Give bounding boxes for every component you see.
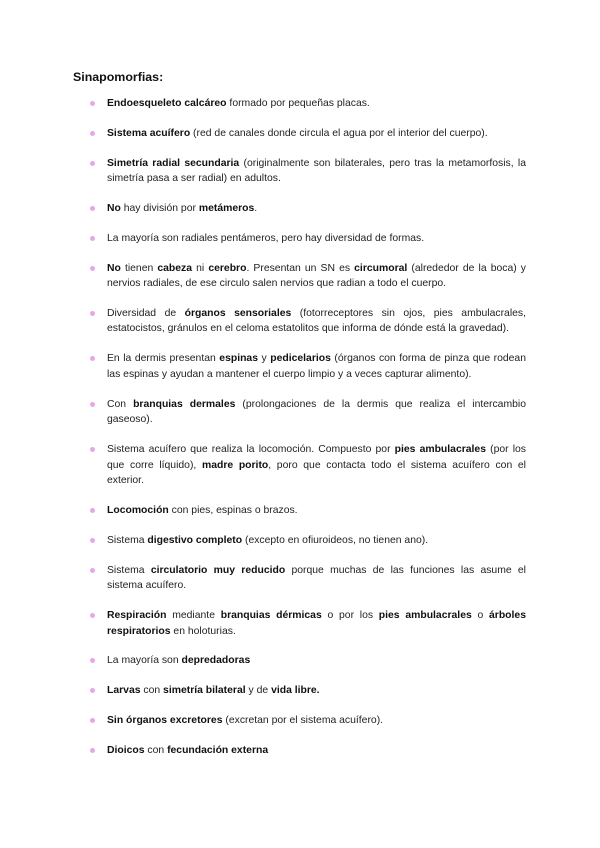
item-text: y bbox=[258, 353, 271, 365]
bold-term: Simetría radial secundaria bbox=[107, 157, 240, 169]
bold-term: Sin órganos excretores bbox=[107, 714, 223, 726]
bold-term: madre porito bbox=[201, 459, 269, 471]
bullet-icon bbox=[90, 161, 95, 166]
bullet-icon bbox=[90, 718, 95, 723]
item-text: Sistema bbox=[107, 534, 148, 546]
list-item bbox=[73, 231, 526, 247]
list-item bbox=[73, 397, 526, 428]
item-text: porque muchas de las funciones las asume el sistema acuífero. bbox=[107, 564, 526, 592]
list-item bbox=[73, 261, 526, 292]
item-text: ni bbox=[192, 262, 209, 274]
bold-term: Locomoción bbox=[107, 504, 169, 516]
item-text: y de bbox=[245, 685, 272, 697]
bold-term: digestivo completo bbox=[147, 534, 243, 546]
bold-term: árboles respiratorios bbox=[107, 609, 526, 637]
bullet-icon bbox=[90, 447, 95, 452]
list-item bbox=[73, 563, 526, 594]
item-text: mediante bbox=[166, 609, 221, 621]
item-text: con bbox=[144, 744, 168, 756]
item-text: (excretan por el sistema acuífero). bbox=[222, 714, 384, 726]
bold-term: Dioicos bbox=[107, 744, 145, 756]
list-item bbox=[73, 351, 526, 382]
bullet-icon bbox=[90, 311, 95, 316]
bold-term: simetría bilateral bbox=[163, 685, 246, 697]
bullet-icon bbox=[90, 568, 95, 573]
item-text: o por los bbox=[321, 609, 379, 621]
item-text: (fotorreceptores sin ojos, pies ambulacrales, estatocistos, gránulos en el celoma estatolitos que informa de dónde está la gravedad). bbox=[107, 307, 526, 335]
item-text: , poro que contacta todo el sistema acuífero con el exterior. bbox=[107, 459, 526, 487]
list-item bbox=[73, 653, 526, 669]
list-item bbox=[73, 96, 526, 112]
bullet-icon bbox=[90, 508, 95, 513]
item-text: (por los que corre líquido), bbox=[107, 444, 526, 471]
item-text: Diversidad de bbox=[107, 307, 185, 319]
bullet-icon bbox=[90, 688, 95, 693]
list-item bbox=[73, 201, 526, 217]
item-text: (excepto en ofiuroideos, no tienen ano). bbox=[242, 534, 429, 546]
list-item bbox=[73, 442, 526, 489]
bullet-icon bbox=[90, 356, 95, 361]
bullet-icon bbox=[90, 658, 95, 663]
item-text: Sistema acuífero que realiza la locomoción. Compuesto por bbox=[107, 444, 395, 455]
item-text: o bbox=[471, 609, 490, 621]
item-text: La mayoría son bbox=[107, 655, 182, 667]
item-text: en holoturias. bbox=[170, 625, 236, 637]
bullet-icon bbox=[90, 206, 95, 211]
bold-term: cerebro bbox=[208, 262, 247, 274]
bold-term: fecundación externa bbox=[167, 744, 269, 756]
bold-term: vida libre. bbox=[271, 685, 320, 697]
list-item bbox=[73, 683, 526, 699]
bullet-icon bbox=[90, 402, 95, 407]
item-text: En la dermis presentan bbox=[107, 353, 220, 365]
list-item bbox=[73, 306, 526, 337]
bold-term: pies ambulacrales bbox=[394, 444, 486, 455]
bold-term: pedicelarios bbox=[270, 353, 331, 365]
item-text: Sistema bbox=[107, 564, 151, 576]
bullet-icon bbox=[90, 748, 95, 753]
synapomorphy-list bbox=[73, 96, 526, 758]
bullet-icon bbox=[90, 131, 95, 136]
item-text: formado por pequeñas placas. bbox=[226, 98, 370, 109]
list-item bbox=[73, 503, 526, 519]
bullet-icon bbox=[90, 613, 95, 618]
item-text: tienen bbox=[120, 262, 158, 274]
item-text: con bbox=[140, 685, 164, 697]
list-item bbox=[73, 608, 526, 639]
bullet-icon bbox=[90, 101, 95, 106]
bold-term: espinas bbox=[219, 353, 258, 365]
item-text: (red de canales donde circula el agua por el interior del cuerpo). bbox=[190, 127, 488, 139]
item-text: hay división por bbox=[120, 202, 199, 214]
bold-term: Larvas bbox=[107, 685, 141, 697]
item-text: (alrededor de la boca) y nervios radiales, de ese circulo salen nervios que radian a todo el cuerpo. bbox=[107, 262, 526, 290]
bold-term: branquias dermales bbox=[133, 398, 236, 410]
list-item bbox=[73, 533, 526, 549]
item-text: La mayoría son radiales pentámeros, pero hay diversidad de formas. bbox=[107, 232, 425, 244]
bold-term: circumoral bbox=[354, 262, 408, 274]
bullet-icon bbox=[90, 266, 95, 271]
list-item bbox=[73, 126, 526, 142]
list-item bbox=[73, 713, 526, 729]
item-text: (órganos con forma de pinza que rodean las espinas y ayudan a mantener el cuerpo limpio y a veces capturar alimento). bbox=[107, 353, 526, 380]
list-item bbox=[73, 156, 526, 187]
bold-term: órganos sensoriales bbox=[184, 307, 292, 319]
bold-term: metámeros bbox=[198, 202, 255, 214]
item-text: . bbox=[254, 202, 258, 214]
bullet-icon bbox=[90, 538, 95, 543]
item-text: . Presentan un SN es bbox=[246, 262, 355, 274]
bold-term: branquias dérmicas bbox=[220, 609, 322, 621]
bold-term: Endoesqueleto calcáreo bbox=[107, 98, 227, 109]
bold-term: circulatorio muy reducido bbox=[150, 564, 286, 576]
bold-term: No bbox=[107, 262, 121, 274]
bold-term: Sistema acuífero bbox=[107, 127, 191, 139]
bold-term: pies ambulacrales bbox=[378, 609, 472, 621]
bold-term: cabeza bbox=[157, 262, 193, 274]
bullet-icon bbox=[90, 236, 95, 241]
item-text: con pies, espinas o brazos. bbox=[168, 504, 298, 516]
item-text: (prolongaciones de la dermis que realiza el intercambio gaseoso). bbox=[107, 398, 526, 426]
bold-term: No bbox=[107, 202, 121, 214]
item-text: Con bbox=[107, 398, 134, 410]
item-text: (originalmente son bilaterales, pero tras la metamorfosis, la simetría pasa a ser radial) en adultos. bbox=[107, 157, 526, 185]
list-item bbox=[73, 743, 526, 759]
bold-term: depredadoras bbox=[181, 655, 251, 667]
section-title: Sinapomorfias: bbox=[73, 70, 164, 84]
bold-term: Respiración bbox=[107, 609, 167, 621]
